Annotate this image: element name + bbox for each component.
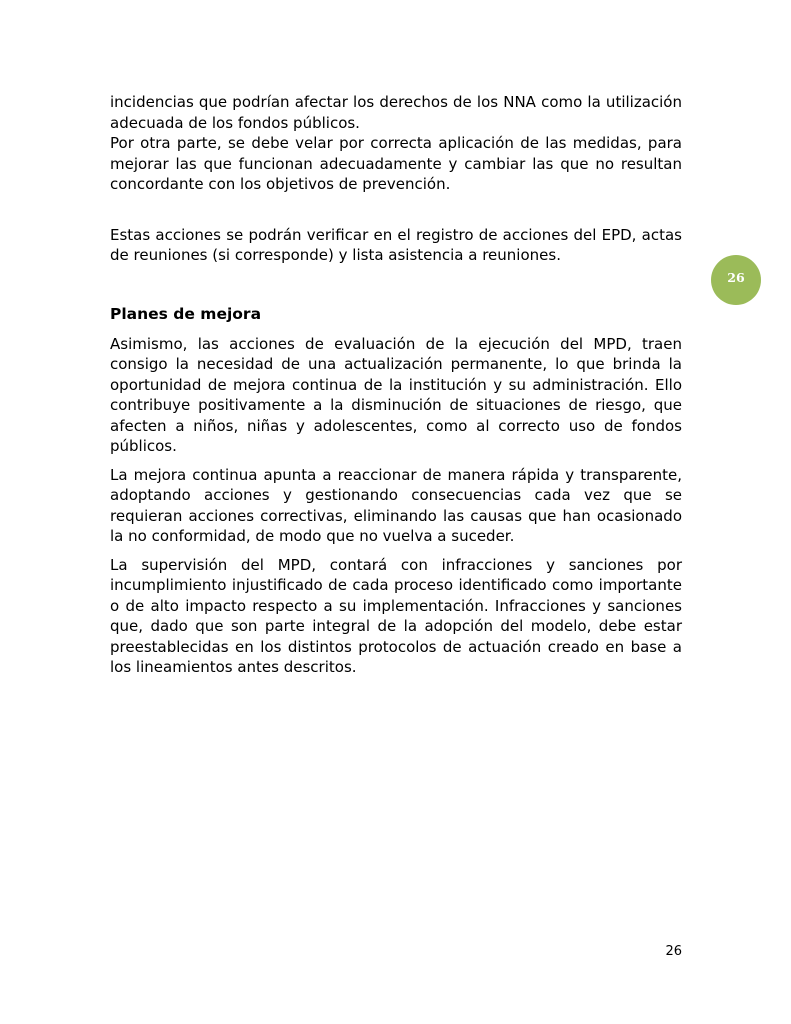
page-number: 26 [665, 944, 682, 959]
section-paragraph: La supervisión del MPD, contará con infracciones y sanciones por incumplimiento injustificado de cada proceso identificado como importante o de alto impacto respecto a su implementación. Infracciones y sanciones que, dado que son parte integral de la adopción del modelo, debe estar preestablecidas en los distintos protocolos de actuación creado en base a los lineamientos antes descritos. [110, 555, 682, 676]
page-content [110, 92, 682, 678]
page-badge: 26 [711, 255, 761, 305]
paragraph-intro-continuation: incidencias que podrían afectar los derechos de los NNA como la utilización adecuada de los fondos públicos. [110, 93, 682, 132]
section-paragraph: La mejora continua apunta a reaccionar de manera rápida y transparente, adoptando acciones y gestionando consecuencias cada vez que se requieran acciones correctivas, eliminando las causas que han ocasionado la no conformidad, de modo que no vuelva a suceder. [110, 465, 682, 545]
section-heading-planes-de-mejora: Planes de mejora [110, 304, 262, 323]
paragraph-verification: Estas acciones se podrán verificar en el registro de acciones del EPD, actas de reuniones (si corresponde) y lista asistencia a reuniones. [110, 225, 682, 264]
section-paragraph: Asimismo, las acciones de evaluación de la ejecución del MPD, traen consigo la necesidad de una actualización permanente, lo que brinda la oportunidad de mejora continua de la institución y su administración. Ello contribuye positivamente a la disminución de situaciones de riesgo, que afecten a niños, niñas y adolescentes, como al correcto uso de fondos públicos. [110, 334, 682, 455]
paragraph-intro-second: Por otra parte, se debe velar por correcta aplicación de las medidas, para mejorar las que funcionan adecuadamente y cambiar las que no resultan concordante con los objetivos de prevención. [110, 134, 682, 193]
